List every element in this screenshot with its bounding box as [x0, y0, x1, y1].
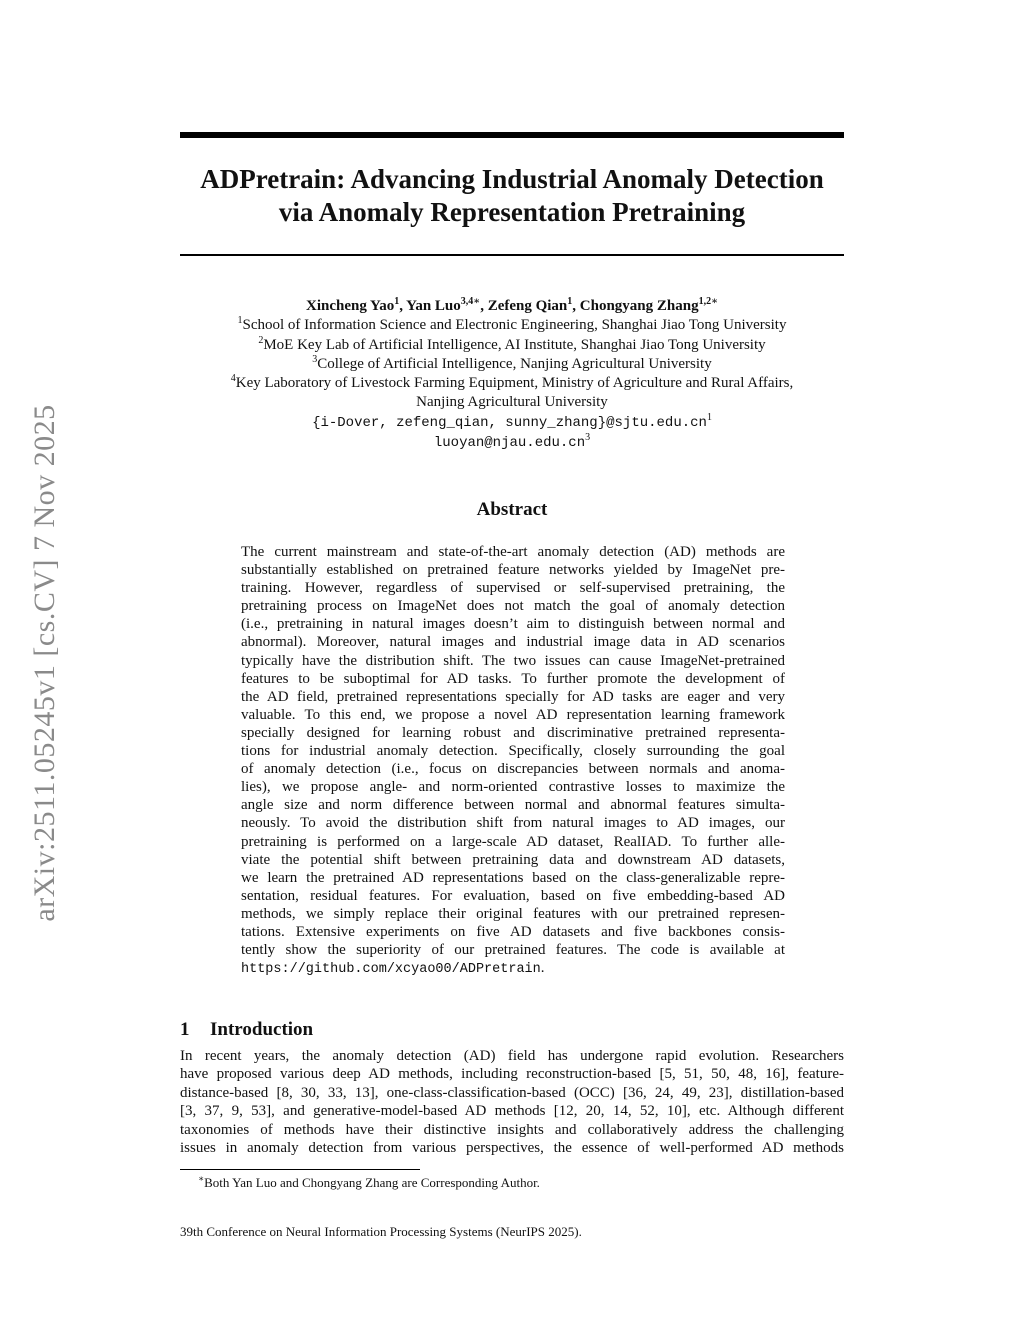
abstract-line: valuable. To this end, we propose a novel AD representation learning framework	[241, 706, 785, 723]
author-affiliation-mark: 1	[567, 296, 573, 307]
arxiv-stamp: arXiv:2511.05245v1 [cs.CV] 7 Nov 2025	[28, 404, 61, 922]
abstract-line: tently show the superiority of our pretrained features. The code is available at	[241, 942, 785, 959]
abstract-line: methods, we simply replace their original features with our pretrained represen-	[241, 905, 785, 922]
author-name: Chongyang Zhang	[579, 298, 699, 314]
email-address: luoyan@njau.edu.cn	[433, 435, 586, 452]
abstract-line: angle size and norm difference between normal and abnormal features simulta-	[241, 797, 785, 814]
affiliation-1: $^1$School of Information Science and Electronic Engineering, Shanghai Jiao Tong University	[237, 315, 787, 334]
abstract-line: neously. To avoid the distribution shift from natural images to AD images, our	[241, 815, 785, 832]
abstract-line: pretraining is performed on a large-scale AD dataset, RealIAD. To further alle-	[241, 833, 785, 850]
title-bottom-rule	[180, 254, 844, 256]
author-name: Xincheng Yao	[305, 298, 395, 314]
introduction-line: issues in anomaly detection from various perspectives, the essence of well-performed AD methods	[180, 1140, 844, 1157]
introduction-line: have proposed various deep AD methods, including reconstruction-based [5, 51, 50, 48, 16], feature-	[180, 1066, 844, 1083]
abstract-line: training. However, regardless of supervised or self-supervised pretraining, the	[241, 580, 785, 597]
title-line-1: ADPretrain: Advancing Industrial Anomaly Detection	[200, 164, 824, 194]
author-name: Yan Luo	[406, 298, 461, 314]
abstract-line: lies), we propose angle- and norm-oriented contrastive losses to maximize the	[241, 779, 785, 796]
footnote-rule	[180, 1169, 420, 1170]
introduction-line: distance-based [8, 30, 33, 13], one-class-classification-based (OCC) [36, 24, 49, 23], distillation-based	[180, 1084, 844, 1101]
footnote-mark: ∗	[198, 1173, 205, 1184]
abstract-body	[241, 543, 785, 979]
author-affiliation-mark: 1,2∗	[698, 296, 719, 307]
section-title: Introduction	[210, 1019, 314, 1040]
abstract-line: features to be suboptimal for AD tasks. To further promote the development of	[241, 670, 785, 687]
abstract-line: tions for industrial anomaly detection. Specifically, closely surrounding the goal	[241, 743, 785, 760]
abstract-line: pretraining process on ImageNet does not match the goal of anomaly detection	[241, 598, 785, 615]
abstract-line: (i.e., pretraining in natural images doesn’t aim to distinguish between normal and	[241, 616, 785, 633]
code-link[interactable]: https://github.com/xcyao00/ADPretrain	[241, 962, 541, 978]
paper-title	[180, 163, 844, 229]
abstract-line: specially designed for learning robust and discriminative pretrained representa-	[241, 724, 785, 741]
abstract-heading: Abstract	[476, 499, 548, 520]
abstract-line: the AD field, pretrained representations specially for AD tasks are eager and very	[241, 688, 785, 705]
author-names: Xincheng Yao$^1$, Yan Luo$^{3,4∗}$, Zefeng Qian$^1$, Chongyang Zhang$^{1,2∗}$	[305, 296, 719, 314]
introduction-body	[180, 1047, 844, 1157]
abstract-line: we learn the pretrained AD representations based on the class-generalizable repre-	[241, 869, 785, 886]
section-number: 1	[180, 1019, 190, 1040]
introduction-line: taxonomies of methods have their distinctive insights and collaboratively address the challenging	[180, 1121, 844, 1138]
abstract-line: abnormal). Moreover, natural images and industrial image data in AD scenarios	[241, 634, 785, 651]
abstract-line: substantially established on pretrained feature networks yielded by ImageNet pre-	[241, 562, 785, 579]
email-address: {i-Dover, zefeng_qian, sunny_zhang}@sjtu.edu.cn	[312, 414, 707, 431]
title-line-2: via Anomaly Representation Pretraining	[278, 197, 746, 227]
email-njau: $luoyan@njau.edu.cn^3$	[433, 432, 591, 452]
author-affiliation-mark: 3,4∗	[460, 296, 481, 307]
author-affiliation-mark: 1	[394, 296, 400, 307]
introduction-line: [3, 37, 9, 53], and generative-model-based AD methods [12, 20, 14, 52, 10], etc. Although different	[180, 1103, 844, 1120]
footnote-text: Both Yan Luo and Chongyang Zhang are Corresponding Author.	[204, 1175, 540, 1190]
abstract-line: viate the potential shift between pretraining data and downstream AD datasets,	[241, 851, 785, 868]
section-heading-introduction	[180, 1019, 313, 1041]
author-block	[180, 297, 844, 453]
affiliation-2: $^2$MoE Key Lab of Artificial Intelligence, AI Institute, Shanghai Jiao Tong University	[258, 334, 766, 353]
abstract-line: sentation, residual features. For evaluation, based on five embedding-based AD	[241, 887, 785, 904]
introduction-line: In recent years, the anomaly detection (AD) field has undergone rapid evolution. Researchers	[180, 1048, 844, 1064]
title-top-rule	[180, 132, 844, 138]
abstract-line: tations. Extensive experiments on five AD datasets and five backbones consis-	[241, 923, 785, 940]
affiliation-4: $^4$Key Laboratory of Livestock Farming Equipment, Ministry of Agriculture and Rural Affairs,	[230, 373, 794, 392]
affiliation-3: $^3$College of Artificial Intelligence, Nanjing Agricultural University	[312, 353, 712, 372]
author-name: Zefeng Qian	[487, 298, 568, 314]
abstract-line: of anomaly detection (i.e., focus on discrepancies between normals and anoma-	[241, 761, 785, 778]
abstract-line: https://github.com/xcyao00/ADPretrain.	[241, 960, 545, 978]
email-sjtu: {i-Dover, zefeng_qian, $sunny\_zhang\}@sjtu.edu.cn^1$	[312, 411, 712, 431]
abstract-line: The current mainstream and state-of-the-art anomaly detection (AD) methods are	[241, 544, 785, 560]
venue-line: 39th Conference on Neural Information Processing Systems (NeurIPS 2025).	[180, 1224, 582, 1239]
abstract-line: typically have the distribution shift. The two issues can cause ImageNet-pretrained	[241, 652, 785, 669]
footnote	[198, 1175, 540, 1191]
affiliation-4-continued: Nanjing Agricultural University	[416, 394, 608, 411]
